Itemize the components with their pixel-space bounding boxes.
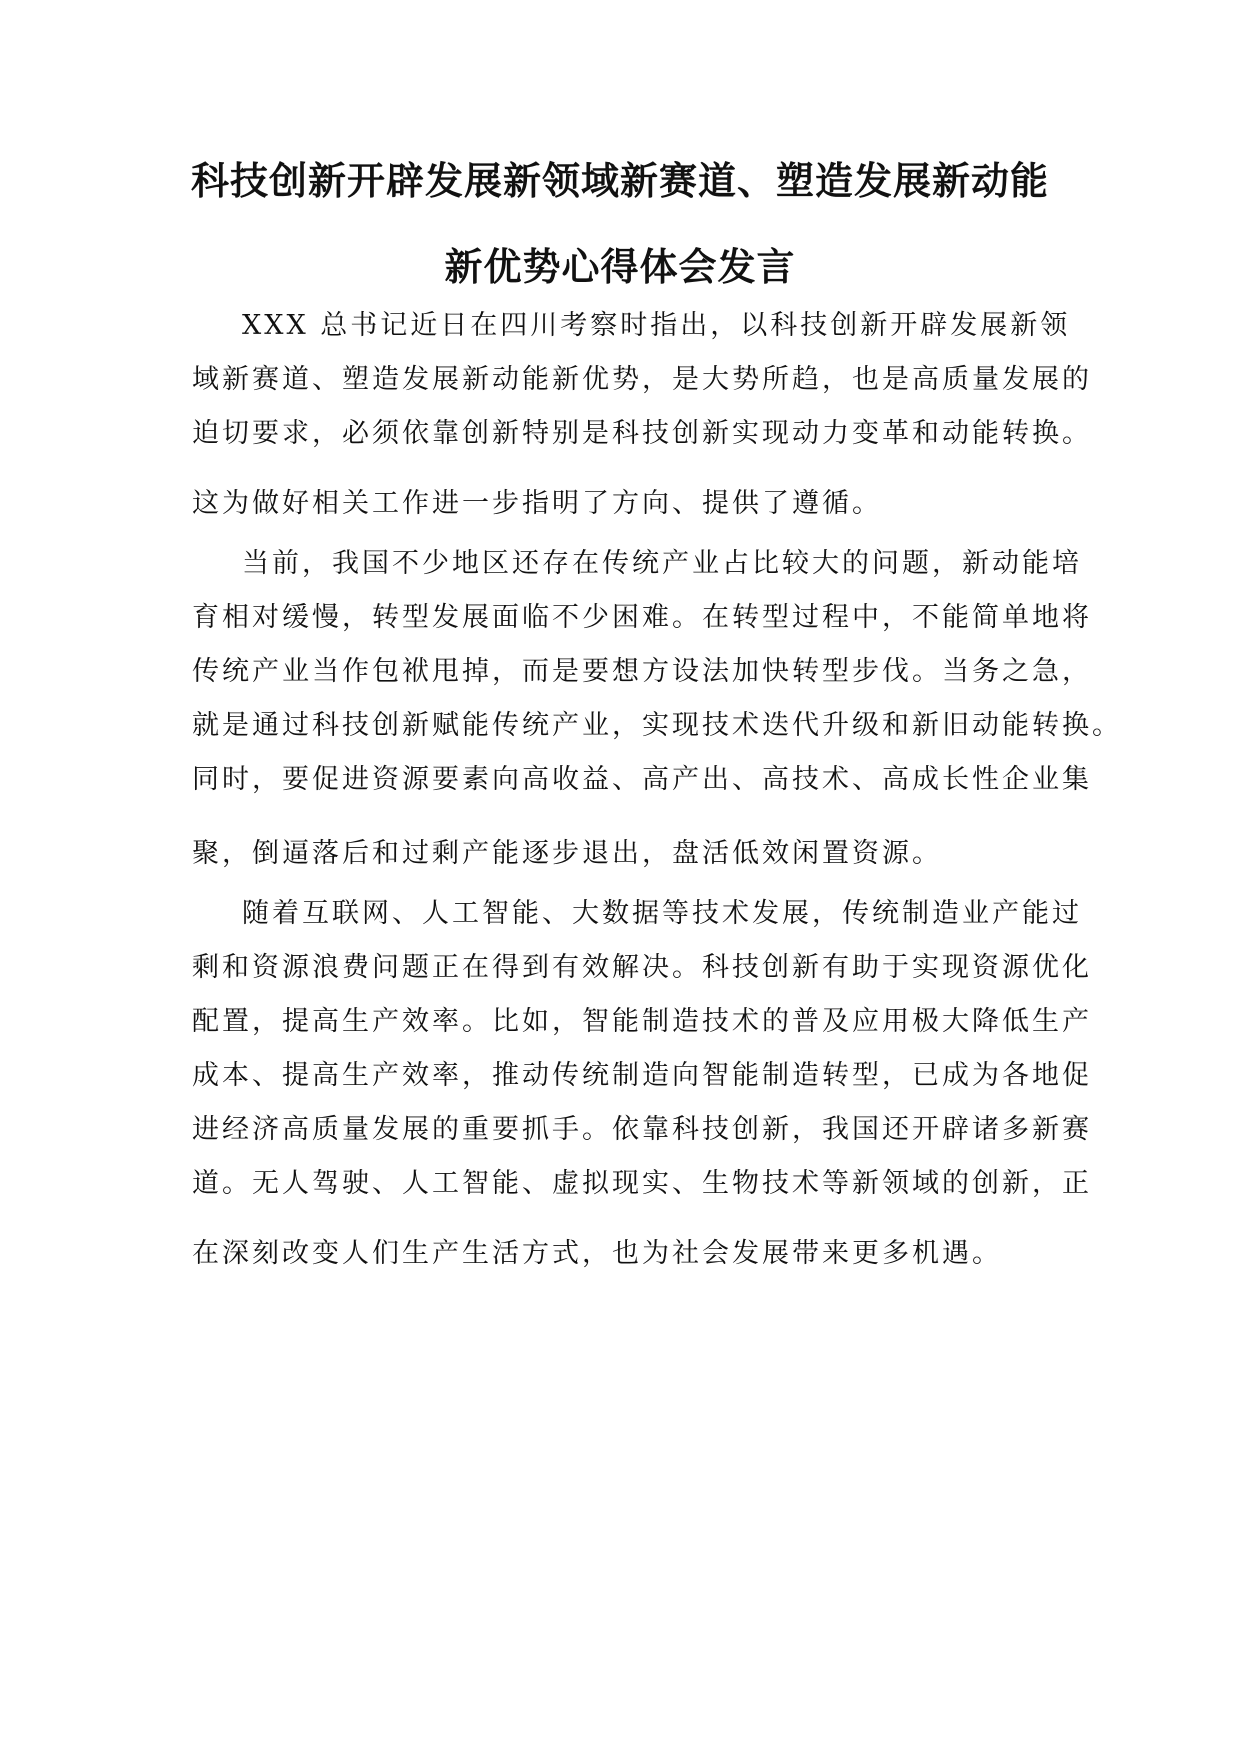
paragraph-1-line-2: 域新赛道、塑造发展新动能新优势，是大势所趋，也是高质量发展的 xyxy=(192,364,1092,395)
paragraph-3-line-2: 剩和资源浪费问题正在得到有效解决。科技创新有助于实现资源优化 xyxy=(192,952,1092,983)
paragraph-3-line-7: 在深刻改变人们生产生活方式，也为社会发展带来更多机遇。 xyxy=(192,1238,1002,1269)
document-title-line-1: 科技创新开辟发展新领域新赛道、塑造发展新动能 xyxy=(190,159,1049,203)
paragraph-2-line-1: 当前，我国不少地区还存在传统产业占比较大的问题，新动能培 xyxy=(242,548,1082,579)
paragraph-3-line-1: 随着互联网、人工智能、大数据等技术发展，传统制造业产能过 xyxy=(242,898,1082,929)
paragraph-2-line-6: 聚，倒逼落后和过剩产能逐步退出，盘活低效闲置资源。 xyxy=(192,838,942,869)
paragraph-1-line-1: XXX 总书记近日在四川考察时指出，以科技创新开辟发展新领 xyxy=(242,310,1071,341)
paragraph-2-line-4: 就是通过科技创新赋能传统产业，实现技术迭代升级和新旧动能转换。 xyxy=(192,710,1122,741)
paragraph-2-line-2: 育相对缓慢，转型发展面临不少困难。在转型过程中，不能简单地将 xyxy=(192,602,1092,633)
paragraph-3-line-5: 进经济高质量发展的重要抓手。依靠科技创新，我国还开辟诸多新赛 xyxy=(192,1114,1092,1145)
paragraph-3-line-3: 配置，提高生产效率。比如，智能制造技术的普及应用极大降低生产 xyxy=(192,1006,1092,1037)
paragraph-2-line-5: 同时，要促进资源要素向高收益、高产出、高技术、高成长性企业集 xyxy=(192,764,1092,795)
paragraph-1-line-4: 这为做好相关工作进一步指明了方向、提供了遵循。 xyxy=(192,488,882,519)
document-title-line-2: 新优势心得体会发言 xyxy=(444,245,796,289)
paragraph-3-line-6: 道。无人驾驶、人工智能、虚拟现实、生物技术等新领域的创新，正 xyxy=(192,1168,1092,1199)
paragraph-2-line-3: 传统产业当作包袱甩掉，而是要想方设法加快转型步伐。当务之急， xyxy=(192,656,1092,687)
paragraph-1-line-3: 迫切要求，必须依靠创新特别是科技创新实现动力变革和动能转换。 xyxy=(192,418,1092,449)
paragraph-3-line-4: 成本、提高生产效率，推动传统制造向智能制造转型，已成为各地促 xyxy=(192,1060,1092,1091)
